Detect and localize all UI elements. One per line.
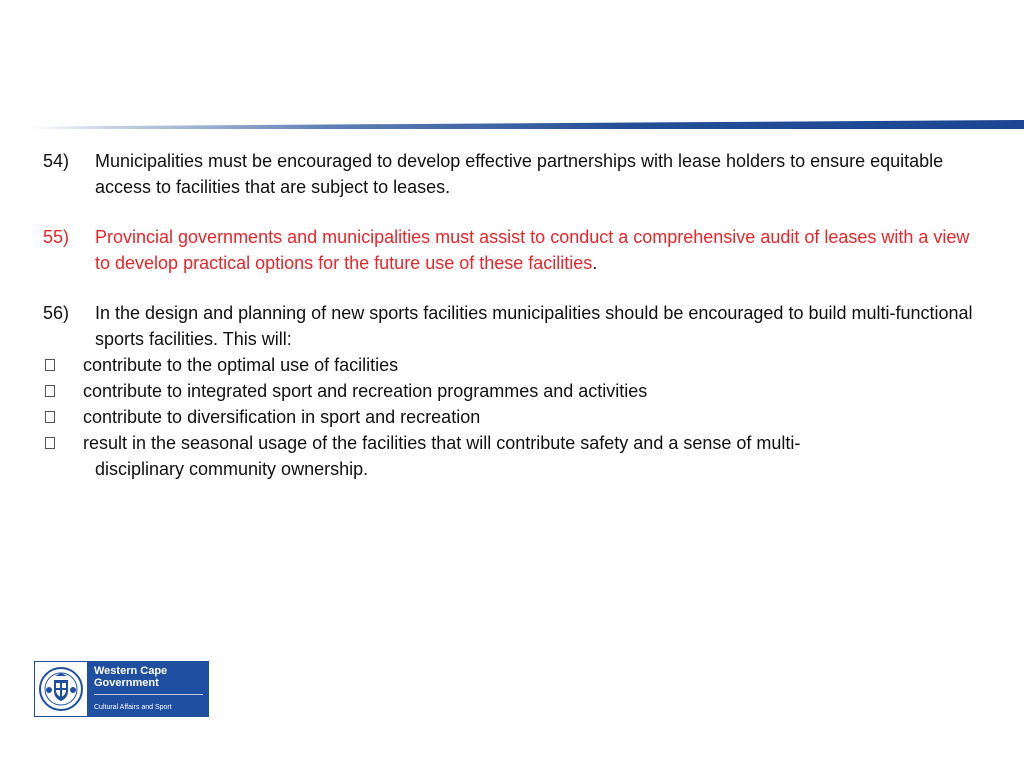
point-tail: .: [592, 253, 598, 273]
bullet-text: contribute to the optimal use of facilities: [83, 355, 399, 375]
point-54: [43, 148, 973, 200]
bullet-item: [43, 430, 973, 482]
bullet-box-icon: [45, 437, 55, 449]
point-text: In the design and planning of new sports facilities municipalities should be encouraged to build multi-functional sports facilities. This will:: [95, 303, 973, 349]
bullet-text-continued: disciplinary community ownership.: [95, 459, 369, 479]
bullet-item: [43, 378, 973, 404]
bullet-text: contribute to diversification in sport and recreation: [83, 407, 481, 427]
bullet-box-icon: [45, 359, 55, 371]
bullet-text: result in the seasonal usage of the facilities that will contribute safety and a sense of multi-: [83, 433, 801, 453]
point-number: 54): [43, 151, 70, 171]
western-cape-government-logo: [34, 661, 209, 717]
logo-line-1: Western Cape: [94, 665, 168, 677]
bullet-item: [43, 352, 973, 378]
point-text: Provincial governments and municipalities must assist to conduct a comprehensive audit of leases with a view to develop practical options for the future use of these facilities: [95, 227, 970, 273]
slide-body: [43, 148, 973, 482]
coat-of-arms-icon: [34, 661, 88, 717]
logo-wordmark: [88, 661, 209, 717]
header-rule: [30, 120, 1024, 129]
point-number: 55): [43, 227, 70, 247]
logo-department: Cultural Affairs and Sport: [94, 704, 172, 711]
bullet-box-icon: [45, 385, 55, 397]
point-text: Municipalities must be encouraged to develop effective partnerships with lease holders to ensure equitable access to facilities that are subject to leases.: [95, 151, 944, 197]
bullet-item: [43, 404, 973, 430]
bullet-box-icon: [45, 411, 55, 423]
point-number: 56): [43, 303, 70, 323]
bullet-text: contribute to integrated sport and recreation programmes and activities: [83, 381, 648, 401]
point-55: [43, 224, 973, 276]
logo-line-2: Government: [94, 677, 159, 689]
logo-divider: [94, 694, 203, 695]
point-56: [43, 300, 973, 352]
